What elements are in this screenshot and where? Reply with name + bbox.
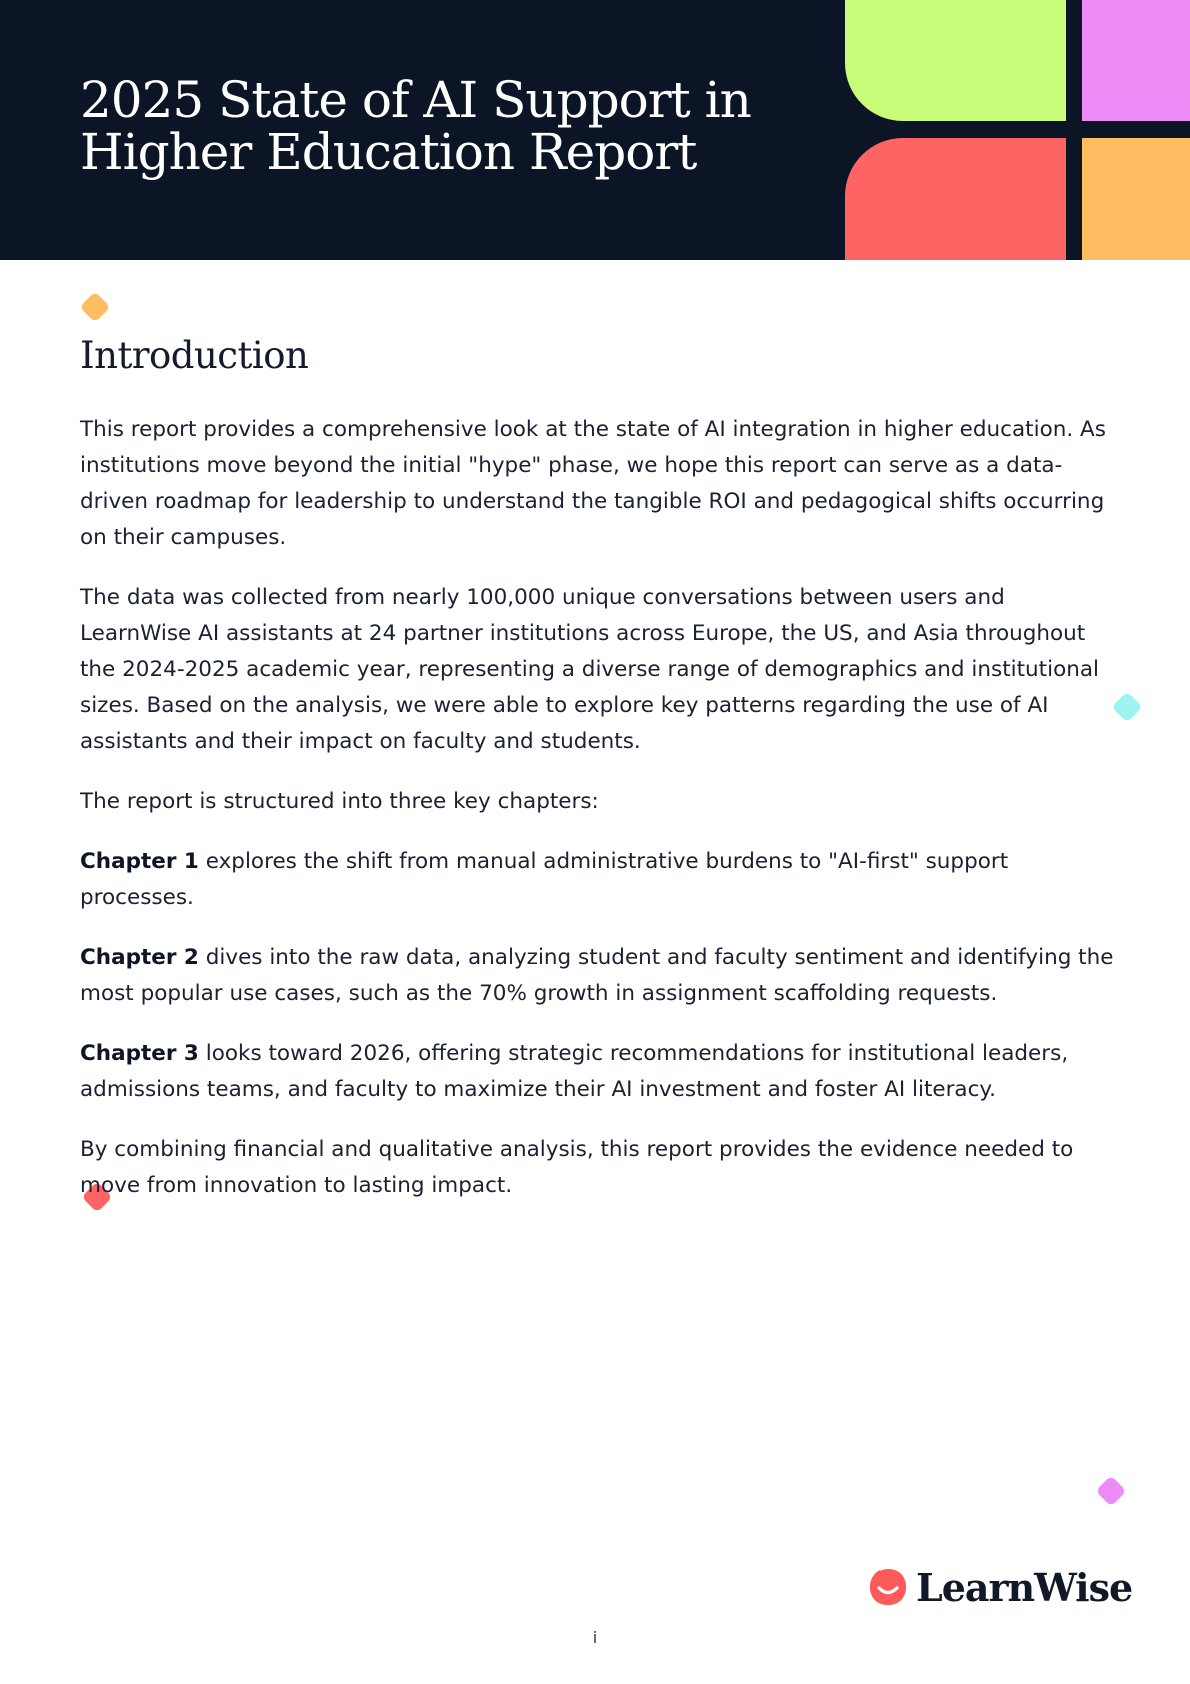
chapter-1-paragraph — [80, 844, 1116, 916]
decorative-block-orange — [1082, 138, 1190, 260]
section-heading: Introduction — [80, 334, 309, 377]
chapter-3-text: looks toward 2026, offering strategic recommendations for institutional leaders, admissions teams, and faculty to maximize their AI investment and foster AI literacy. — [80, 1041, 1069, 1102]
intro-body — [80, 412, 1116, 1228]
chapter-3-paragraph — [80, 1036, 1116, 1108]
chapter-1-label: Chapter 1 — [80, 849, 199, 874]
pink-diamond-icon — [1095, 1475, 1126, 1506]
page-number: i — [592, 1628, 598, 1647]
orange-diamond-icon — [79, 291, 110, 322]
learnwise-logo-icon — [868, 1567, 908, 1607]
chapter-1-text: explores the shift from manual administrative burdens to "AI-first" support processes. — [80, 849, 1009, 910]
logo-wordmark: LearnWise — [916, 1564, 1133, 1610]
chapter-3-label: Chapter 3 — [80, 1041, 199, 1066]
learnwise-logo — [868, 1562, 1132, 1612]
report-title — [80, 71, 800, 181]
chapter-2-paragraph — [80, 940, 1116, 1012]
chapter-2-label: Chapter 2 — [80, 945, 199, 970]
cyan-diamond-icon — [1111, 691, 1142, 722]
intro-paragraph-3: The report is structured into three key chapters: — [80, 789, 599, 814]
report-title-line-2: Higher Education Report — [80, 123, 697, 181]
intro-paragraph-1: This report provides a comprehensive look at the state of AI integration in higher education. As institutions move beyond the initial "hype" phase, we hope this report can serve as a data-driven roadmap for leadership to understand the tangible ROI and pedagogical shifts occurring on their campuses. — [80, 417, 1106, 550]
decorative-block-lime — [845, 0, 1066, 121]
intro-paragraph-2: The data was collected from nearly 100,000 unique conversations between users and LearnWise AI assistants at 24 partner institutions across Europe, the US, and Asia throughout the 2024-2025 academic year, representing a diverse range of demographics and institutional sizes. Based on the analysis, we were able to explore key patterns regarding the use of AI assistants and their impact on faculty and students. — [80, 585, 1100, 754]
intro-paragraph-4: By combining financial and qualitative analysis, this report provides the evidence needed to move from innovation to lasting impact. — [80, 1137, 1074, 1198]
decorative-block-red — [845, 138, 1066, 260]
report-header — [0, 0, 1190, 260]
chapter-2-text: dives into the raw data, analyzing student and faculty sentiment and identifying the most popular use cases, such as the 70% growth in assignment scaffolding requests. — [80, 945, 1114, 1006]
decorative-block-pink — [1082, 0, 1190, 121]
report-title-line-1: 2025 State of AI Support in — [80, 71, 751, 129]
